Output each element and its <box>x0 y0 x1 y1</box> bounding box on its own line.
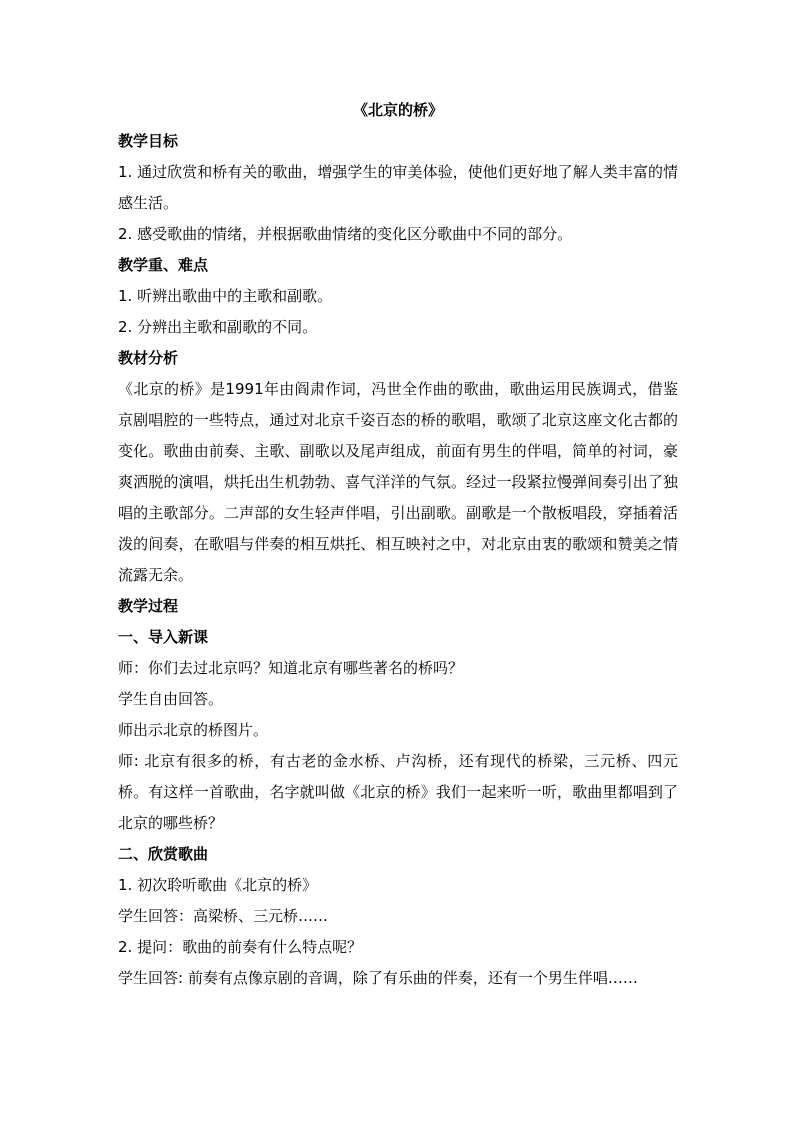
part2-heading: 二、欣赏歌曲 <box>118 845 209 863</box>
part2-line-3: 2. 提问：歌曲的前奏有什么特点呢？ <box>118 938 363 956</box>
goal-item-2: 2. 感受歌曲的情绪，并根据歌曲情绪的变化区分歌曲中不同的部分。 <box>118 225 573 243</box>
process-heading: 教学过程 <box>118 597 179 615</box>
goals-heading: 教学目标 <box>118 132 179 150</box>
document-page <box>118 95 678 994</box>
goal-item-1: 1. 通过欣赏和桥有关的歌曲，增强学生的审美体验，使他们更好地了解人类丰富的情感生活。 <box>118 163 678 212</box>
part2-line-1: 1. 初次聆听歌曲《北京的桥》 <box>118 876 318 894</box>
focus-item-2: 2. 分辨出主歌和副歌的不同。 <box>118 318 318 336</box>
analysis-text: 《北京的桥》是1991年由阎肃作词，冯世全作曲的歌曲，歌曲运用民族调式，借鉴京剧唱腔的一些特点，通过对北京千姿百态的桥的歌唱，歌颂了北京这座文化古都的变化。歌曲由前奏、主歌、副歌以及尾声组成，前面有男生的伴唱，简单的衬词，豪爽洒脱的演唱，烘托出生机勃勃、喜气洋洋的气氛。经过一段紧拉慢弹间奏引出了独唱的主歌部分。二声部的女生轻声伴唱，引出副歌。副歌是一个散板唱段，穿插着活泼的间奏，在歌唱与伴奏的相互烘托、相互映衬之中，对北京由衷的歌颂和赞美之情流露无余。 <box>118 380 678 584</box>
part1-line-4: 师: 北京有很多的桥，有古老的金水桥、卢沟桥，还有现代的桥梁，三元桥、四元桥。有这样一首歌曲，名字就叫做《北京的桥》我们一起来听一听，歌曲里都唱到了北京的哪些桥？ <box>118 752 678 832</box>
part1-line-1: 师：你们去过北京吗？知道北京有哪些著名的桥吗？ <box>118 659 464 677</box>
part1-line-3: 师出示北京的桥图片。 <box>118 721 269 739</box>
part1-heading: 一、导入新课 <box>118 628 209 646</box>
focus-heading: 教学重、难点 <box>118 256 209 274</box>
part2-line-2: 学生回答：高梁桥、三元桥…… <box>118 907 329 925</box>
focus-item-1: 1. 听辨出歌曲中的主歌和副歌。 <box>118 287 333 305</box>
part1-line-2: 学生自由回答。 <box>118 690 224 708</box>
document-title: 《北京的桥》 <box>352 101 443 119</box>
analysis-heading: 教材分析 <box>118 349 179 367</box>
part2-line-4: 学生回答: 前奏有点像京剧的音调，除了有乐曲的伴奏，还有一个男生伴唱…… <box>118 969 638 987</box>
